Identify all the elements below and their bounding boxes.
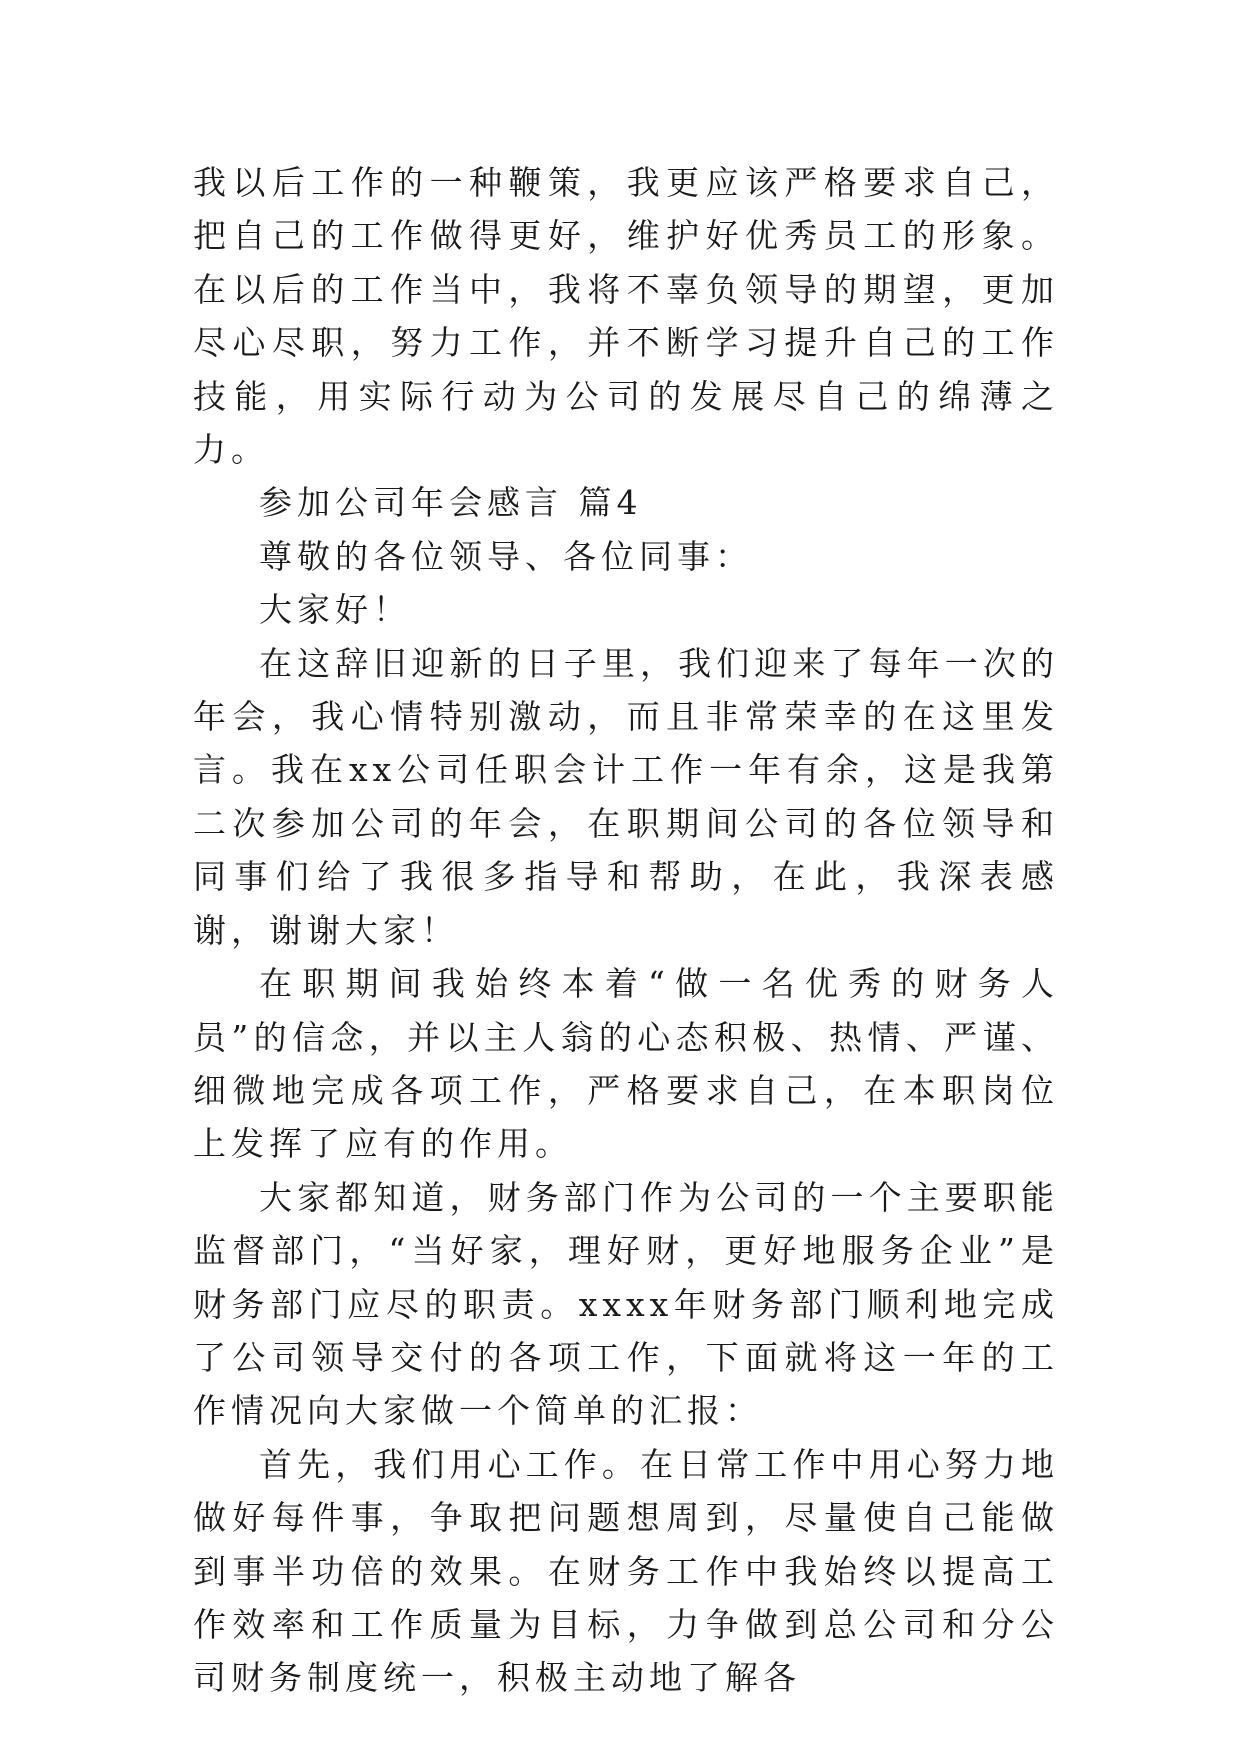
- paragraph-duties: 大家都知道，财务部门作为公司的一个主要职能监督部门，“当好家，理好财，更好地服务企业”是财务部门应尽的职责。xxxx年财务部门顺利地完成了公司领导交付的各项工作，下面就将这一年的工作情况向大家做一个简单的汇报：: [193, 1177, 1059, 1431]
- paragraph-belief: 在职期间我始终本着“做一名优秀的财务人员”的信念，并以主人翁的心态积极、热情、严谨、细微地完成各项工作，严格要求自己，在本职岗位上发挥了应有的作用。: [193, 964, 1059, 1164]
- section-heading: 参加公司年会感言 篇4: [259, 483, 643, 523]
- paragraph-intro: 在这辞旧迎新的日子里，我们迎来了每年一次的年会，我心情特别激动，而且非常荣幸的在这里发言。我在xx公司任职会计工作一年有余，这是我第二次参加公司的年会，在职期间公司的各位领导和同事们给了我很多指导和帮助，在此，我深表感谢，谢谢大家！: [193, 643, 1059, 950]
- salutation: 尊敬的各位领导、各位同事：: [259, 536, 753, 576]
- greeting: 大家好！: [259, 590, 411, 630]
- document-body: [193, 156, 1059, 1705]
- paragraph-first-point: 首先，我们用心工作。在日常工作中用心努力地做好每件事，争取把问题想周到，尽量使自己能做到事半功倍的效果。在财务工作中我始终以提高工作效率和工作质量为目标，力争做到总公司和分公司财务制度统一，积极主动地了解各: [193, 1444, 1059, 1698]
- paragraph-continuation: 我以后工作的一种鞭策，我更应该严格要求自己，把自己的工作做得更好，维护好优秀员工的形象。在以后的工作当中，我将不辜负领导的期望，更加尽心尽职，努力工作，并不断学习提升自己的工作技能，用实际行动为公司的发展尽自己的绵薄之力。: [193, 163, 1059, 470]
